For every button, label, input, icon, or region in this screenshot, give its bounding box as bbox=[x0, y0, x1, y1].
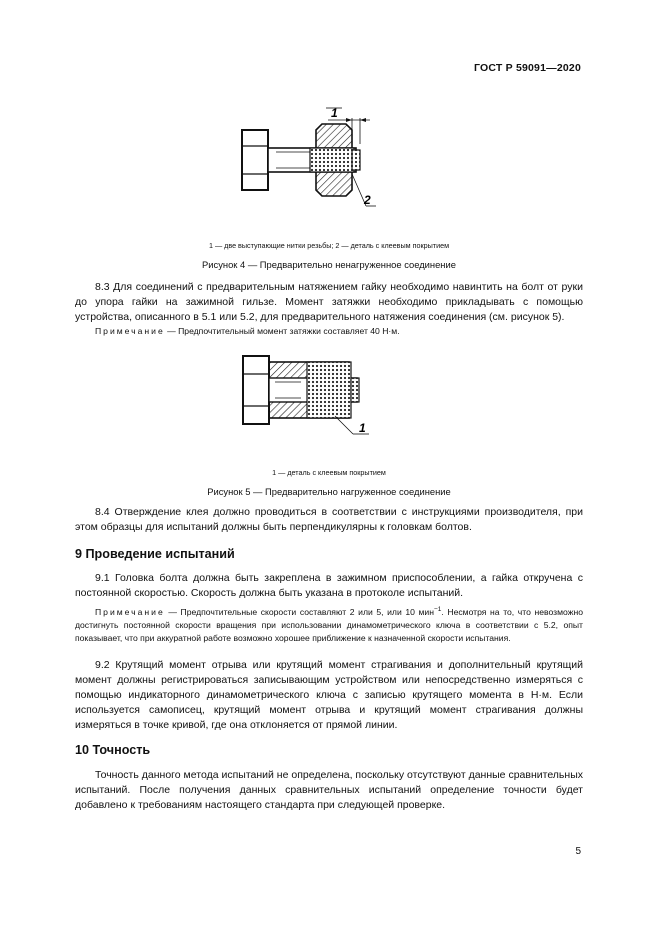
figure-5-callout-1: 1 bbox=[359, 421, 366, 435]
figure-4-legend: 1 — две выступающие нитки резьбы; 2 — деталь с клеевым покрытием bbox=[208, 241, 450, 250]
section-9-heading: 9 Проведение испытаний bbox=[75, 547, 235, 561]
note-8-3 bbox=[75, 325, 583, 338]
page-number: 5 bbox=[575, 846, 581, 857]
figure-5-caption: Рисунок 5 — Предварительно нагруженное соединение bbox=[207, 486, 451, 497]
note-text-a: — Предпочтительные скорости составляют 2 или 5, или 10 мин bbox=[164, 606, 434, 617]
figure-4-callout-1: 1 bbox=[331, 106, 338, 120]
figure-5-legend: 1 — деталь с клеевым покрытием bbox=[272, 468, 386, 477]
note-superscript: −1 bbox=[433, 606, 442, 613]
section-10-heading: 10 Точность bbox=[75, 743, 151, 757]
note-label: Примечание bbox=[95, 326, 165, 336]
paragraph-9-1: 9.1 Головка болта должна быть закреплена в зажимном приспособлении, а гайка откручена с постоянной скоростью. Скорость должна быть указана в протоколе испытаний. bbox=[75, 572, 583, 599]
paragraph-10: Точность данного метода испытаний не определена, поскольку отсутствуют данные сравнительных испытаний. После получения данных сравнительных испытаний определение точности будет добавлено к требованиям настоящего стандарта при следующей проверке. bbox=[75, 769, 583, 811]
figure-5-drawing bbox=[235, 348, 385, 448]
note-9-1 bbox=[75, 603, 583, 645]
note-text-b: . Несмотря на то, что невозможно достигнуть постоянной скорости вращения при использовании динамометрического ключа в соответствии с 5.2, опыт показывает, что при аккуратной работе возможно хорошее приближение к назначенной скорости испытания. bbox=[75, 606, 583, 643]
figure-4-caption: Рисунок 4 — Предварительно ненагруженное соединение bbox=[202, 259, 456, 270]
paragraph-9-2: 9.2 Крутящий момент отрыва или крутящий момент страгивания и дополнительный крутящий момент должны регистрироваться записывающим устройством или непосредственно измеряться с помощью индикаторного динамометрического ключа с записью крутящего момента в Н·м. Если используется самописец, крутящий момент отрыва и крутящий момент страгивания должны измеряться в точке кривой, где она отклоняется от прямой линии. bbox=[75, 659, 583, 731]
note-label: Примечание bbox=[95, 606, 165, 617]
paragraph-8-4: 8.4 Отверждение клея должно проводиться в соответствии с инструкциями производителя, при этом образцы для испытаний должны быть перпендикулярны к головкам болтов. bbox=[75, 506, 583, 533]
figure-4-drawing bbox=[230, 100, 400, 220]
note-text: — Предпочтительный момент затяжки составляет 40 Н·м. bbox=[164, 326, 400, 336]
standard-header: ГОСТ Р 59091—2020 bbox=[473, 62, 581, 74]
paragraph-8-3: 8.3 Для соединений с предварительным натяжением гайку необходимо навинтить на болт от руки до упора гайки на зажимной гильзе. Момент затяжки необходимо прикладывать с помощью устройства, описанного в 5.1 или 5.2, для предварительного натяжения соединения (см. рисунок 5). bbox=[75, 281, 583, 323]
figure-4-callout-2: 2 bbox=[364, 193, 371, 207]
